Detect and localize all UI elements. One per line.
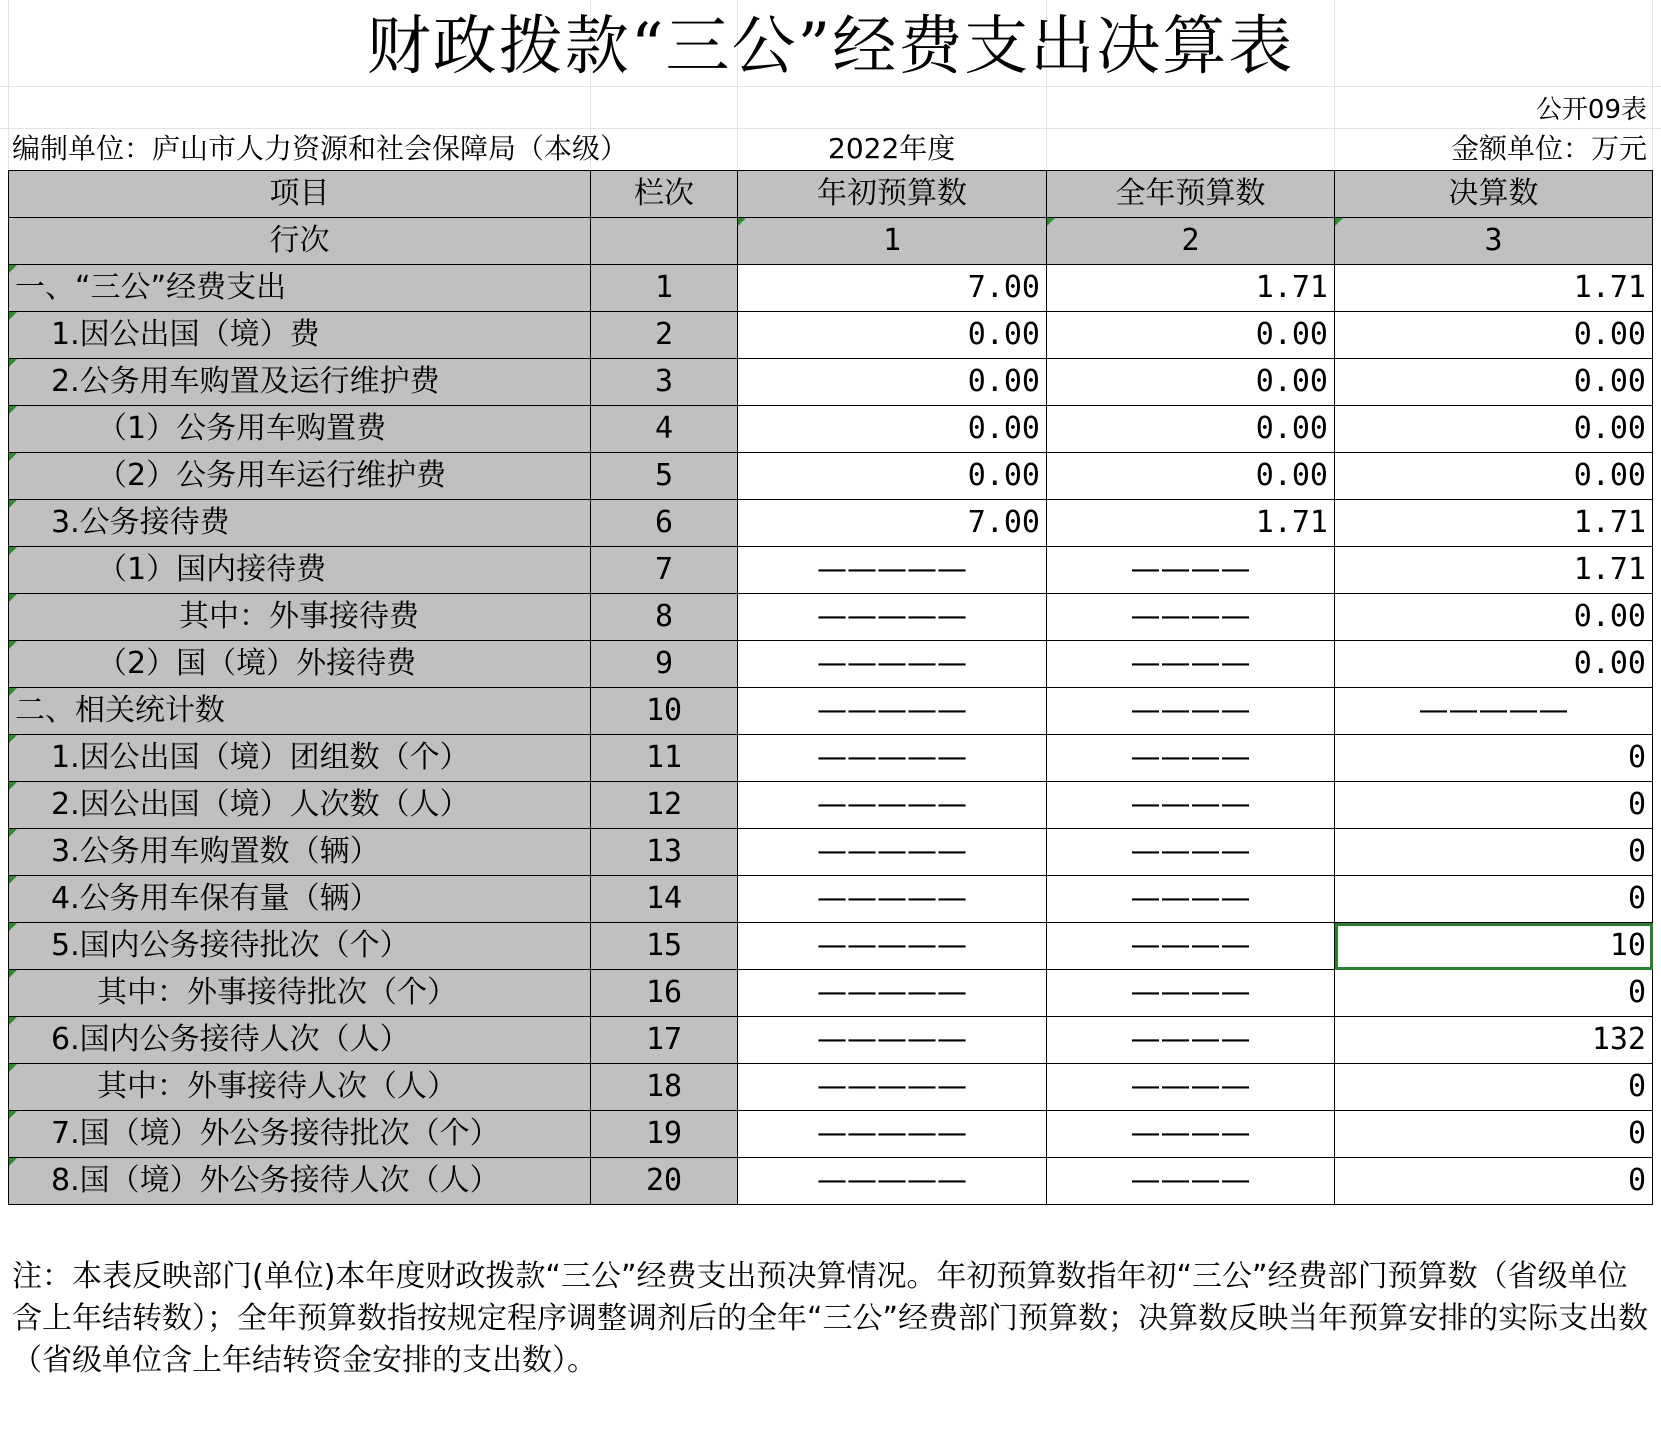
header-seq[interactable]: 栏次 bbox=[591, 171, 738, 218]
header-initial-budget[interactable]: 年初预算数 bbox=[738, 171, 1047, 218]
cell-initial-budget[interactable]: ————— bbox=[738, 735, 1047, 782]
row-seq[interactable]: 19 bbox=[591, 1111, 738, 1158]
table-row bbox=[9, 312, 1653, 359]
table-row bbox=[9, 641, 1653, 688]
cell-final-accounts[interactable]: 0 bbox=[1335, 1158, 1653, 1205]
cell-final-accounts[interactable]: 0 bbox=[1335, 970, 1653, 1017]
row-item-label[interactable]: 1.因公出国（境）费 bbox=[9, 312, 591, 359]
table-row bbox=[9, 1017, 1653, 1064]
cell-final-accounts[interactable]: 0.00 bbox=[1335, 406, 1653, 453]
table-row bbox=[9, 876, 1653, 923]
cell-final-accounts[interactable]: 1.71 bbox=[1335, 547, 1653, 594]
row-seq[interactable]: 7 bbox=[591, 547, 738, 594]
subheader-item[interactable]: 行次 bbox=[9, 218, 591, 265]
row-seq[interactable]: 12 bbox=[591, 782, 738, 829]
table-row bbox=[9, 1111, 1653, 1158]
row-seq[interactable]: 1 bbox=[591, 265, 738, 312]
cell-annual-budget[interactable]: ———— bbox=[1047, 1064, 1335, 1111]
cell-initial-budget[interactable]: ————— bbox=[738, 1158, 1047, 1205]
row-seq[interactable]: 17 bbox=[591, 1017, 738, 1064]
row-item-label[interactable]: 一、“三公”经费支出 bbox=[9, 265, 591, 312]
cell-annual-budget[interactable]: 1.71 bbox=[1047, 265, 1335, 312]
row-seq[interactable]: 11 bbox=[591, 735, 738, 782]
page-title: 财政拨款“三公”经费支出决算表 bbox=[366, 10, 1295, 84]
cell-annual-budget[interactable]: ———— bbox=[1047, 829, 1335, 876]
gridline bbox=[0, 128, 1661, 129]
header-row bbox=[9, 171, 1653, 218]
row-item-label[interactable]: 8.国（境）外公务接待人次（人） bbox=[9, 1158, 591, 1205]
subheader-col2[interactable]: 2 bbox=[1047, 218, 1335, 265]
row-seq[interactable]: 18 bbox=[591, 1064, 738, 1111]
cell-initial-budget[interactable]: ————— bbox=[738, 547, 1047, 594]
subheader-row bbox=[9, 218, 1653, 265]
row-seq[interactable]: 9 bbox=[591, 641, 738, 688]
row-seq[interactable]: 5 bbox=[591, 453, 738, 500]
cell-initial-budget[interactable]: 0.00 bbox=[738, 453, 1047, 500]
table-row bbox=[9, 923, 1653, 970]
cell-final-accounts[interactable]: 1.71 bbox=[1335, 265, 1653, 312]
cell-annual-budget[interactable]: ———— bbox=[1047, 1017, 1335, 1064]
cell-initial-budget[interactable]: 7.00 bbox=[738, 265, 1047, 312]
table-row bbox=[9, 547, 1653, 594]
cell-annual-budget[interactable]: ———— bbox=[1047, 970, 1335, 1017]
row-item-label[interactable]: （1）国内接待费 bbox=[9, 547, 591, 594]
table-row bbox=[9, 359, 1653, 406]
row-item-label[interactable]: （2）公务用车运行维护费 bbox=[9, 453, 591, 500]
cell-final-accounts[interactable]: ————— bbox=[1335, 688, 1653, 735]
cell-initial-budget[interactable]: ————— bbox=[738, 1017, 1047, 1064]
cell-annual-budget[interactable]: ———— bbox=[1047, 735, 1335, 782]
row-seq[interactable]: 13 bbox=[591, 829, 738, 876]
table-row bbox=[9, 453, 1653, 500]
cell-initial-budget[interactable]: ————— bbox=[738, 782, 1047, 829]
row-item-label[interactable]: 2.因公出国（境）人次数（人） bbox=[9, 782, 591, 829]
cell-annual-budget[interactable]: ———— bbox=[1047, 923, 1335, 970]
table-row bbox=[9, 406, 1653, 453]
row-seq[interactable]: 4 bbox=[591, 406, 738, 453]
row-seq[interactable]: 20 bbox=[591, 1158, 738, 1205]
table-row bbox=[9, 688, 1653, 735]
row-seq[interactable]: 3 bbox=[591, 359, 738, 406]
table-row bbox=[9, 735, 1653, 782]
header-annual-budget[interactable]: 全年预算数 bbox=[1047, 171, 1335, 218]
cell-final-accounts[interactable]: 0 bbox=[1335, 1111, 1653, 1158]
expense-table bbox=[8, 170, 1653, 1205]
table-row bbox=[9, 1064, 1653, 1111]
row-item-label[interactable]: 6.国内公务接待人次（人） bbox=[9, 1017, 591, 1064]
cell-annual-budget[interactable]: ———— bbox=[1047, 1158, 1335, 1205]
cell-final-accounts[interactable]: 0 bbox=[1335, 735, 1653, 782]
table-row bbox=[9, 829, 1653, 876]
table-row bbox=[9, 782, 1653, 829]
cell-initial-budget[interactable]: 7.00 bbox=[738, 500, 1047, 547]
row-seq[interactable]: 14 bbox=[591, 876, 738, 923]
cell-initial-budget[interactable]: ————— bbox=[738, 688, 1047, 735]
cell-final-accounts[interactable]: 0.00 bbox=[1335, 641, 1653, 688]
table-row bbox=[9, 265, 1653, 312]
row-item-label[interactable]: （1）公务用车购置费 bbox=[9, 406, 591, 453]
table-row bbox=[9, 594, 1653, 641]
row-seq[interactable]: 15 bbox=[591, 923, 738, 970]
row-item-label[interactable]: 3.公务用车购置数（辆） bbox=[9, 829, 591, 876]
cell-annual-budget[interactable]: ———— bbox=[1047, 594, 1335, 641]
cell-annual-budget[interactable]: 1.71 bbox=[1047, 500, 1335, 547]
cell-annual-budget[interactable]: ———— bbox=[1047, 876, 1335, 923]
subheader-col3[interactable]: 3 bbox=[1335, 218, 1653, 265]
cell-final-accounts[interactable]: 1.71 bbox=[1335, 500, 1653, 547]
cell-final-accounts[interactable]: 132 bbox=[1335, 1017, 1653, 1064]
cell-annual-budget[interactable]: ———— bbox=[1047, 641, 1335, 688]
cell-final-accounts[interactable]: 0 bbox=[1335, 876, 1653, 923]
row-item-label[interactable]: 3.公务接待费 bbox=[9, 500, 591, 547]
row-item-label[interactable]: 4.公务用车保有量（辆） bbox=[9, 876, 591, 923]
row-item-label[interactable]: 其中：外事接待人次（人） bbox=[9, 1064, 591, 1111]
cell-final-accounts[interactable]: 0 bbox=[1335, 829, 1653, 876]
subheader-col1[interactable]: 1 bbox=[738, 218, 1047, 265]
row-seq[interactable]: 10 bbox=[591, 688, 738, 735]
subheader-seq[interactable] bbox=[591, 218, 738, 265]
cell-initial-budget[interactable]: ————— bbox=[738, 1111, 1047, 1158]
cell-initial-budget[interactable]: ————— bbox=[738, 1064, 1047, 1111]
row-item-label[interactable]: 二、相关统计数 bbox=[9, 688, 591, 735]
table-row bbox=[9, 1158, 1653, 1205]
cell-initial-budget[interactable]: ————— bbox=[738, 829, 1047, 876]
cell-annual-budget[interactable]: ———— bbox=[1047, 782, 1335, 829]
cell-annual-budget[interactable]: ———— bbox=[1047, 1111, 1335, 1158]
cell-initial-budget[interactable]: ————— bbox=[738, 923, 1047, 970]
cell-annual-budget[interactable]: ———— bbox=[1047, 688, 1335, 735]
cell-final-accounts[interactable]: 0 bbox=[1335, 782, 1653, 829]
cell-annual-budget[interactable]: 0.00 bbox=[1047, 453, 1335, 500]
header-final-accounts[interactable]: 决算数 bbox=[1335, 171, 1653, 218]
cell-final-accounts[interactable]: 0.00 bbox=[1335, 312, 1653, 359]
cell-final-accounts[interactable]: 10 bbox=[1335, 923, 1653, 970]
row-item-label[interactable]: 7.国（境）外公务接待批次（个） bbox=[9, 1111, 591, 1158]
cell-final-accounts[interactable]: 0.00 bbox=[1335, 453, 1653, 500]
row-item-label[interactable]: 1.因公出国（境）团组数（个） bbox=[9, 735, 591, 782]
cell-initial-budget[interactable]: ————— bbox=[738, 594, 1047, 641]
form-code[interactable]: 公开09表 bbox=[1535, 95, 1647, 125]
footnote[interactable]: 注：本表反映部门(单位)本年度财政拨款“三公”经费支出预决算情况。年初预算数指年初“三公”经费部门预算数（省级单位含上年结转数）；全年预算数指按规定程序调整调剂后的全年“三公”经费部门预算数；决算数反映当年预算安排的实际支出数（省级单位含上年结转资金安排的支出数）。 bbox=[12, 1259, 1649, 1378]
money-unit[interactable]: 金额单位：万元 bbox=[1450, 132, 1647, 165]
row-seq[interactable]: 2 bbox=[591, 312, 738, 359]
table-row bbox=[9, 500, 1653, 547]
row-item-label[interactable]: 其中：外事接待批次（个） bbox=[9, 970, 591, 1017]
cell-annual-budget[interactable]: 0.00 bbox=[1047, 406, 1335, 453]
header-item[interactable]: 项目 bbox=[9, 171, 591, 218]
cell-final-accounts[interactable]: 0 bbox=[1335, 1064, 1653, 1111]
cell-final-accounts[interactable]: 0.00 bbox=[1335, 594, 1653, 641]
cell-final-accounts[interactable]: 0.00 bbox=[1335, 359, 1653, 406]
row-item-label[interactable]: 2.公务用车购置及运行维护费 bbox=[9, 359, 591, 406]
row-item-label[interactable]: 5.国内公务接待批次（个） bbox=[9, 923, 591, 970]
row-item-label[interactable]: 其中：外事接待费 bbox=[9, 594, 591, 641]
fiscal-year[interactable]: 2022年度 bbox=[828, 132, 956, 165]
row-seq[interactable]: 8 bbox=[591, 594, 738, 641]
row-seq[interactable]: 16 bbox=[591, 970, 738, 1017]
table-row bbox=[9, 970, 1653, 1017]
row-seq[interactable]: 6 bbox=[591, 500, 738, 547]
cell-initial-budget[interactable]: 0.00 bbox=[738, 312, 1047, 359]
cell-annual-budget[interactable]: 0.00 bbox=[1047, 312, 1335, 359]
cell-initial-budget[interactable]: 0.00 bbox=[738, 359, 1047, 406]
cell-initial-budget[interactable]: 0.00 bbox=[738, 406, 1047, 453]
cell-annual-budget[interactable]: 0.00 bbox=[1047, 359, 1335, 406]
cell-annual-budget[interactable]: ———— bbox=[1047, 547, 1335, 594]
cell-initial-budget[interactable]: ————— bbox=[738, 876, 1047, 923]
row-item-label[interactable]: （2）国（境）外接待费 bbox=[9, 641, 591, 688]
compiling-unit[interactable]: 编制单位：庐山市人力资源和社会保障局（本级） bbox=[12, 132, 629, 165]
cell-initial-budget[interactable]: ————— bbox=[738, 641, 1047, 688]
cell-initial-budget[interactable]: ————— bbox=[738, 970, 1047, 1017]
